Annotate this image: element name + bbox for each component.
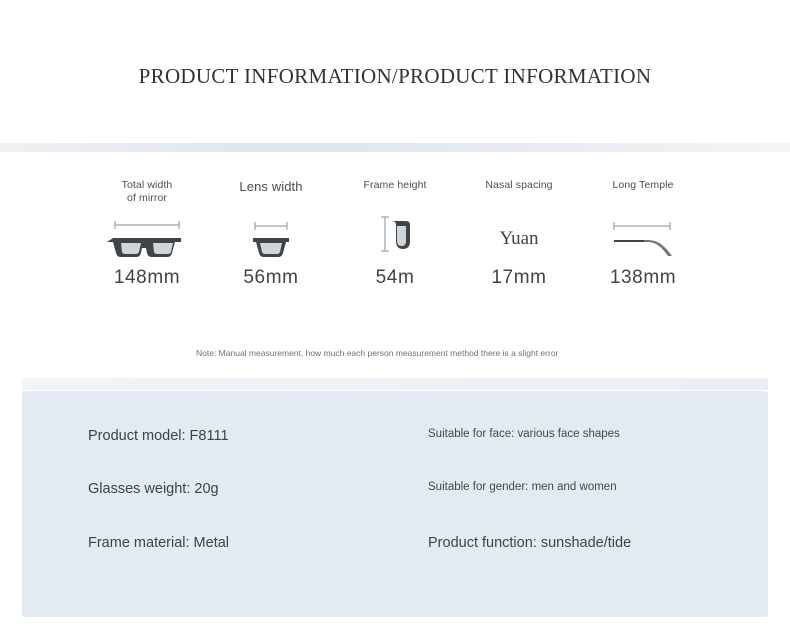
temple-arm-icon xyxy=(581,211,705,267)
decorative-band xyxy=(22,378,768,390)
spec-label: Nasal spacing xyxy=(485,179,553,191)
page-title: PRODUCT INFORMATION/PRODUCT INFORMATION xyxy=(138,64,652,88)
info-value: Suitable for gender: men and women xyxy=(428,481,617,494)
info-value: Suitable for face: various face shapes xyxy=(428,428,620,440)
info-frame-material xyxy=(88,534,390,587)
product-info-panel xyxy=(22,391,768,617)
info-suitable-gender xyxy=(420,480,722,533)
info-product-function xyxy=(420,534,722,587)
info-value: Product function: sunshade/tide xyxy=(428,534,632,551)
spec-value: 54m xyxy=(375,267,415,288)
spec-label: Lens width xyxy=(239,179,303,194)
spec-label: Long Temple xyxy=(612,179,674,191)
measurement-note: Note: Manual measurement, how much each person measurement method there is a slight error xyxy=(196,348,559,358)
spec-nasal-spacing xyxy=(457,179,581,289)
page-header xyxy=(0,0,790,145)
info-value: Product model: F8111 xyxy=(88,428,229,444)
spec-frame-height xyxy=(333,179,457,289)
spec-value: 148mm xyxy=(113,267,181,289)
info-glasses-weight xyxy=(88,480,390,533)
specifications-section xyxy=(0,179,790,359)
spec-lens-width xyxy=(209,179,333,289)
nasal-spacing-icon-text: Yuan xyxy=(499,228,539,249)
specifications-grid xyxy=(0,179,790,289)
info-value: Glasses weight: 20g xyxy=(88,481,219,498)
spec-label: Frame height xyxy=(363,179,427,191)
info-product-model xyxy=(88,427,390,480)
spec-value: 17mm xyxy=(491,267,547,288)
info-value: Frame material: Metal xyxy=(88,534,230,551)
single-lens-icon xyxy=(209,211,333,267)
full-glasses-frame-icon xyxy=(85,211,209,267)
spec-label: Total width of mirror xyxy=(121,179,173,205)
info-suitable-face xyxy=(420,427,722,480)
spec-value: 56mm xyxy=(243,267,299,288)
spec-long-temple xyxy=(581,179,705,289)
product-info-grid xyxy=(88,427,722,587)
header-divider xyxy=(0,143,790,152)
spec-value: 138mm xyxy=(609,267,677,288)
spec-total-width xyxy=(85,179,209,289)
lens-height-icon xyxy=(333,211,457,267)
